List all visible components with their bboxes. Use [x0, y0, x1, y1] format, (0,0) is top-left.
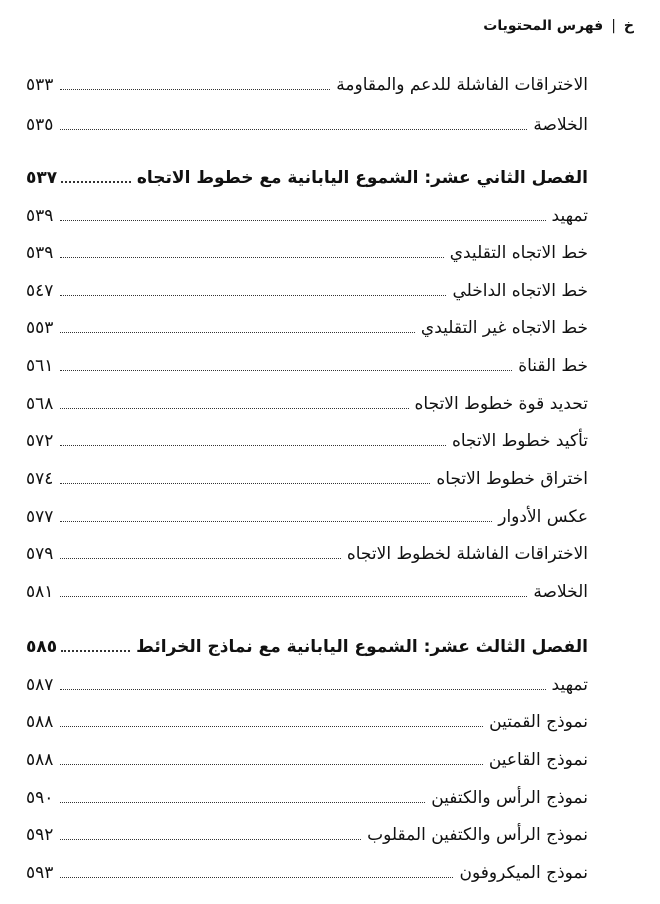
dot-leader [60, 764, 483, 765]
toc-entry [26, 392, 588, 416]
dot-leader [60, 445, 446, 446]
toc-entry-title: تمهيد [551, 206, 588, 226]
dot-leader [60, 558, 341, 559]
toc-entry-title: الفصل الثاني عشر: الشموع اليابانية مع خطوط الاتجاه [136, 168, 588, 188]
toc-entry-title: خط القناة [518, 356, 588, 376]
dot-leader [60, 332, 415, 333]
toc-entry [26, 710, 588, 734]
toc-entry-page: ٥٦١ [26, 356, 54, 376]
running-header [483, 18, 634, 34]
toc-entry-page: ٥٣٧ [26, 168, 58, 188]
toc-entry-title: نموذج الميكروفون [459, 863, 588, 883]
dot-leader [60, 89, 330, 90]
toc-entry-title: تمهيد [551, 675, 588, 695]
dot-leader [61, 181, 131, 183]
toc-entry-page: ٥٧٤ [26, 469, 54, 489]
toc-entry-page: ٥٨٥ [26, 637, 58, 657]
toc-entry [26, 467, 588, 491]
toc-entry-page: ٥٩٢ [26, 825, 54, 845]
toc-entry-page: ٥٧٢ [26, 431, 54, 451]
toc-entry-page: ٥٩٣ [26, 863, 54, 883]
toc-entry [26, 429, 588, 453]
toc-entry [26, 542, 588, 566]
dot-leader [60, 129, 527, 130]
toc-entry-page: ٥٧٩ [26, 544, 54, 564]
toc-entry [26, 748, 588, 772]
toc-entry-title: الفصل الثالث عشر: الشموع اليابانية مع نماذج الخرائط [136, 637, 588, 657]
toc-entry-page: ٥٣٩ [26, 243, 54, 263]
dot-leader [60, 726, 483, 727]
toc-entry-page: ٥٥٣ [26, 318, 54, 338]
toc-entry-title: عكس الأدوار [498, 507, 588, 527]
toc-entry-title: تأكيد خطوط الاتجاه [451, 431, 588, 451]
dot-leader [60, 689, 546, 690]
toc-entry-title: الاختراقات الفاشلة للدعم والمقاومة [336, 75, 588, 95]
toc-entry [26, 113, 588, 137]
toc-entry [26, 786, 588, 810]
toc-chapter-heading [26, 166, 588, 190]
toc-entry [26, 279, 588, 303]
dot-leader [60, 877, 453, 878]
dot-leader [60, 802, 425, 803]
toc-entry-title: خط الاتجاه غير التقليدي [420, 318, 588, 338]
dot-leader [60, 295, 446, 296]
toc-entry-title: خط الاتجاه التقليدي [449, 243, 588, 263]
toc-chapter-heading [26, 635, 588, 659]
header-separator: | [611, 18, 616, 34]
toc-entry-page: ٥٣٣ [26, 75, 54, 95]
toc-entry [26, 73, 588, 97]
toc-entry [26, 316, 588, 340]
toc-entry-page: ٥٨١ [26, 582, 54, 602]
toc-entry-title: خط الاتجاه الداخلي [452, 281, 588, 301]
dot-leader [60, 483, 430, 484]
toc-entry-page: ٥٨٧ [26, 675, 54, 695]
toc-entry-title: اختراق خطوط الاتجاه [436, 469, 588, 489]
toc-entry-page: ٥٧٧ [26, 507, 54, 527]
dot-leader [60, 521, 492, 522]
dot-leader [60, 370, 512, 371]
dot-leader [60, 220, 546, 221]
toc-entry-title: الخلاصة [533, 115, 588, 135]
toc-entry-title: نموذج القمتين [489, 712, 588, 732]
toc-entry-title: نموذج القاعين [488, 750, 588, 770]
toc-entry-page: ٥٣٩ [26, 206, 54, 226]
header-title: فهرس المحتويات [483, 18, 604, 34]
toc-entry [26, 580, 588, 604]
toc-entry-page: ٥٨٨ [26, 750, 54, 770]
toc-entry [26, 673, 588, 697]
toc-entry-page: ٥٨٨ [26, 712, 54, 732]
toc-entry-page: ٥٤٧ [26, 281, 54, 301]
dot-leader [60, 596, 527, 597]
toc-entry-title: نموذج الرأس والكتفين [431, 788, 588, 808]
dot-leader [61, 650, 130, 652]
toc-entry [26, 241, 588, 265]
toc-entry-title: تحديد قوة خطوط الاتجاه [414, 394, 588, 414]
toc-entry-page: ٥٣٥ [26, 115, 54, 135]
dot-leader [60, 257, 444, 258]
toc-entry-title: الخلاصة [533, 582, 588, 602]
toc-entry [26, 861, 588, 885]
dot-leader [60, 408, 409, 409]
toc-entry [26, 204, 588, 228]
toc-entry-page: ٥٦٨ [26, 394, 54, 414]
page-letter: خ [623, 18, 634, 34]
toc-entry-title: الاختراقات الفاشلة لخطوط الاتجاه [346, 544, 588, 564]
toc-entry-title: نموذج الرأس والكتفين المقلوب [367, 825, 588, 845]
toc-entry-page: ٥٩٠ [26, 788, 54, 808]
dot-leader [60, 839, 361, 840]
toc-entry [26, 354, 588, 378]
toc-entry [26, 823, 588, 847]
toc-entry [26, 505, 588, 529]
